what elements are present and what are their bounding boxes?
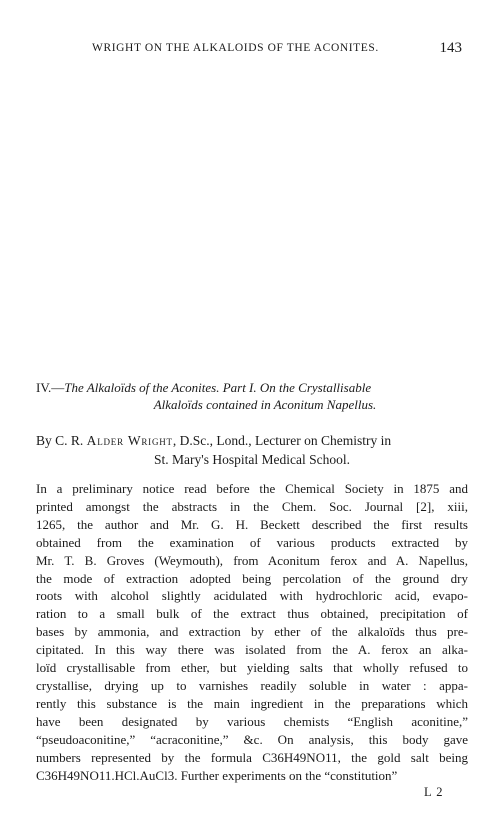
body-line: cipitated. In this way there was isolated from the A. ferox an alka-: [36, 642, 468, 658]
byline-credentials: , D.Sc., Lond., Lecturer on Chemistry in: [172, 433, 392, 448]
body-paragraph: [36, 480, 468, 784]
body-line: “pseudoaconitine,” “acraconitine,” &c. On analysis, this body gave: [36, 731, 468, 747]
article-title: [36, 379, 468, 413]
article-title-line-1: [36, 379, 468, 396]
body-line: C36H49NO11.HCl.AuCl3. Further experiments on the “constitution”: [36, 767, 398, 783]
byline-line-1: [36, 431, 468, 450]
author-byline: [36, 431, 468, 469]
body-line: roots with alcohol slightly acidulated with hydrochloric acid, evapo-: [36, 588, 468, 604]
section-numeral: IV.—: [36, 380, 65, 395]
body-line: 1265, the author and Mr. G. H. Beckett described the first results: [36, 516, 468, 532]
signature-mark: L 2: [424, 785, 444, 799]
body-line: have been designated by various chemists “English aconitine,”: [36, 713, 468, 729]
running-title: WRIGHT ON THE ALKALOIDS OF THE ACONITES.: [92, 42, 379, 54]
article-title-line-2: Alkaloïds contained in Aconitum Napellus.: [153, 397, 377, 412]
body-line: printed amongst the abstracts in the Chem. Soc. Journal [2], xiii,: [36, 498, 468, 514]
author-name: Alder Wright: [86, 433, 173, 448]
body-line: ration to a small bulk of the extract thus obtained, precipitation of: [36, 606, 468, 622]
body-line: the mode of extraction adopted being percolation of the ground dry: [36, 570, 468, 586]
byline-affiliation: St. Mary's Hospital Medical School.: [154, 452, 350, 467]
page-number: 143: [439, 40, 462, 56]
body-line: numbers represented by the formula C36H49NO11, the gold salt being: [36, 749, 468, 765]
body-line: Mr. T. B. Groves (Weymouth), from Aconitum ferox and A. Napellus,: [36, 552, 468, 568]
body-line: crystallise, drying up to varnishes readily soluble in water : appa-: [36, 677, 468, 693]
title-text-1: The Alkaloïds of the Aconites. Part I. On the Crystallisable: [64, 380, 372, 395]
body-line: rently this substance is the main ingredient in the preparations which: [36, 695, 468, 711]
body-line: bases by ammonia, and extraction by ether of the alkaloïds thus pre-: [36, 624, 468, 640]
byline-prefix: By C. R.: [36, 433, 87, 448]
body-line: loïd crystallisable from ether, but yielding salts that wholly refused to: [36, 660, 468, 676]
body-line: obtained from the examination of various products extracted by: [36, 534, 468, 550]
body-line: In a preliminary notice read before the Chemical Society in 1875 and: [36, 481, 468, 496]
